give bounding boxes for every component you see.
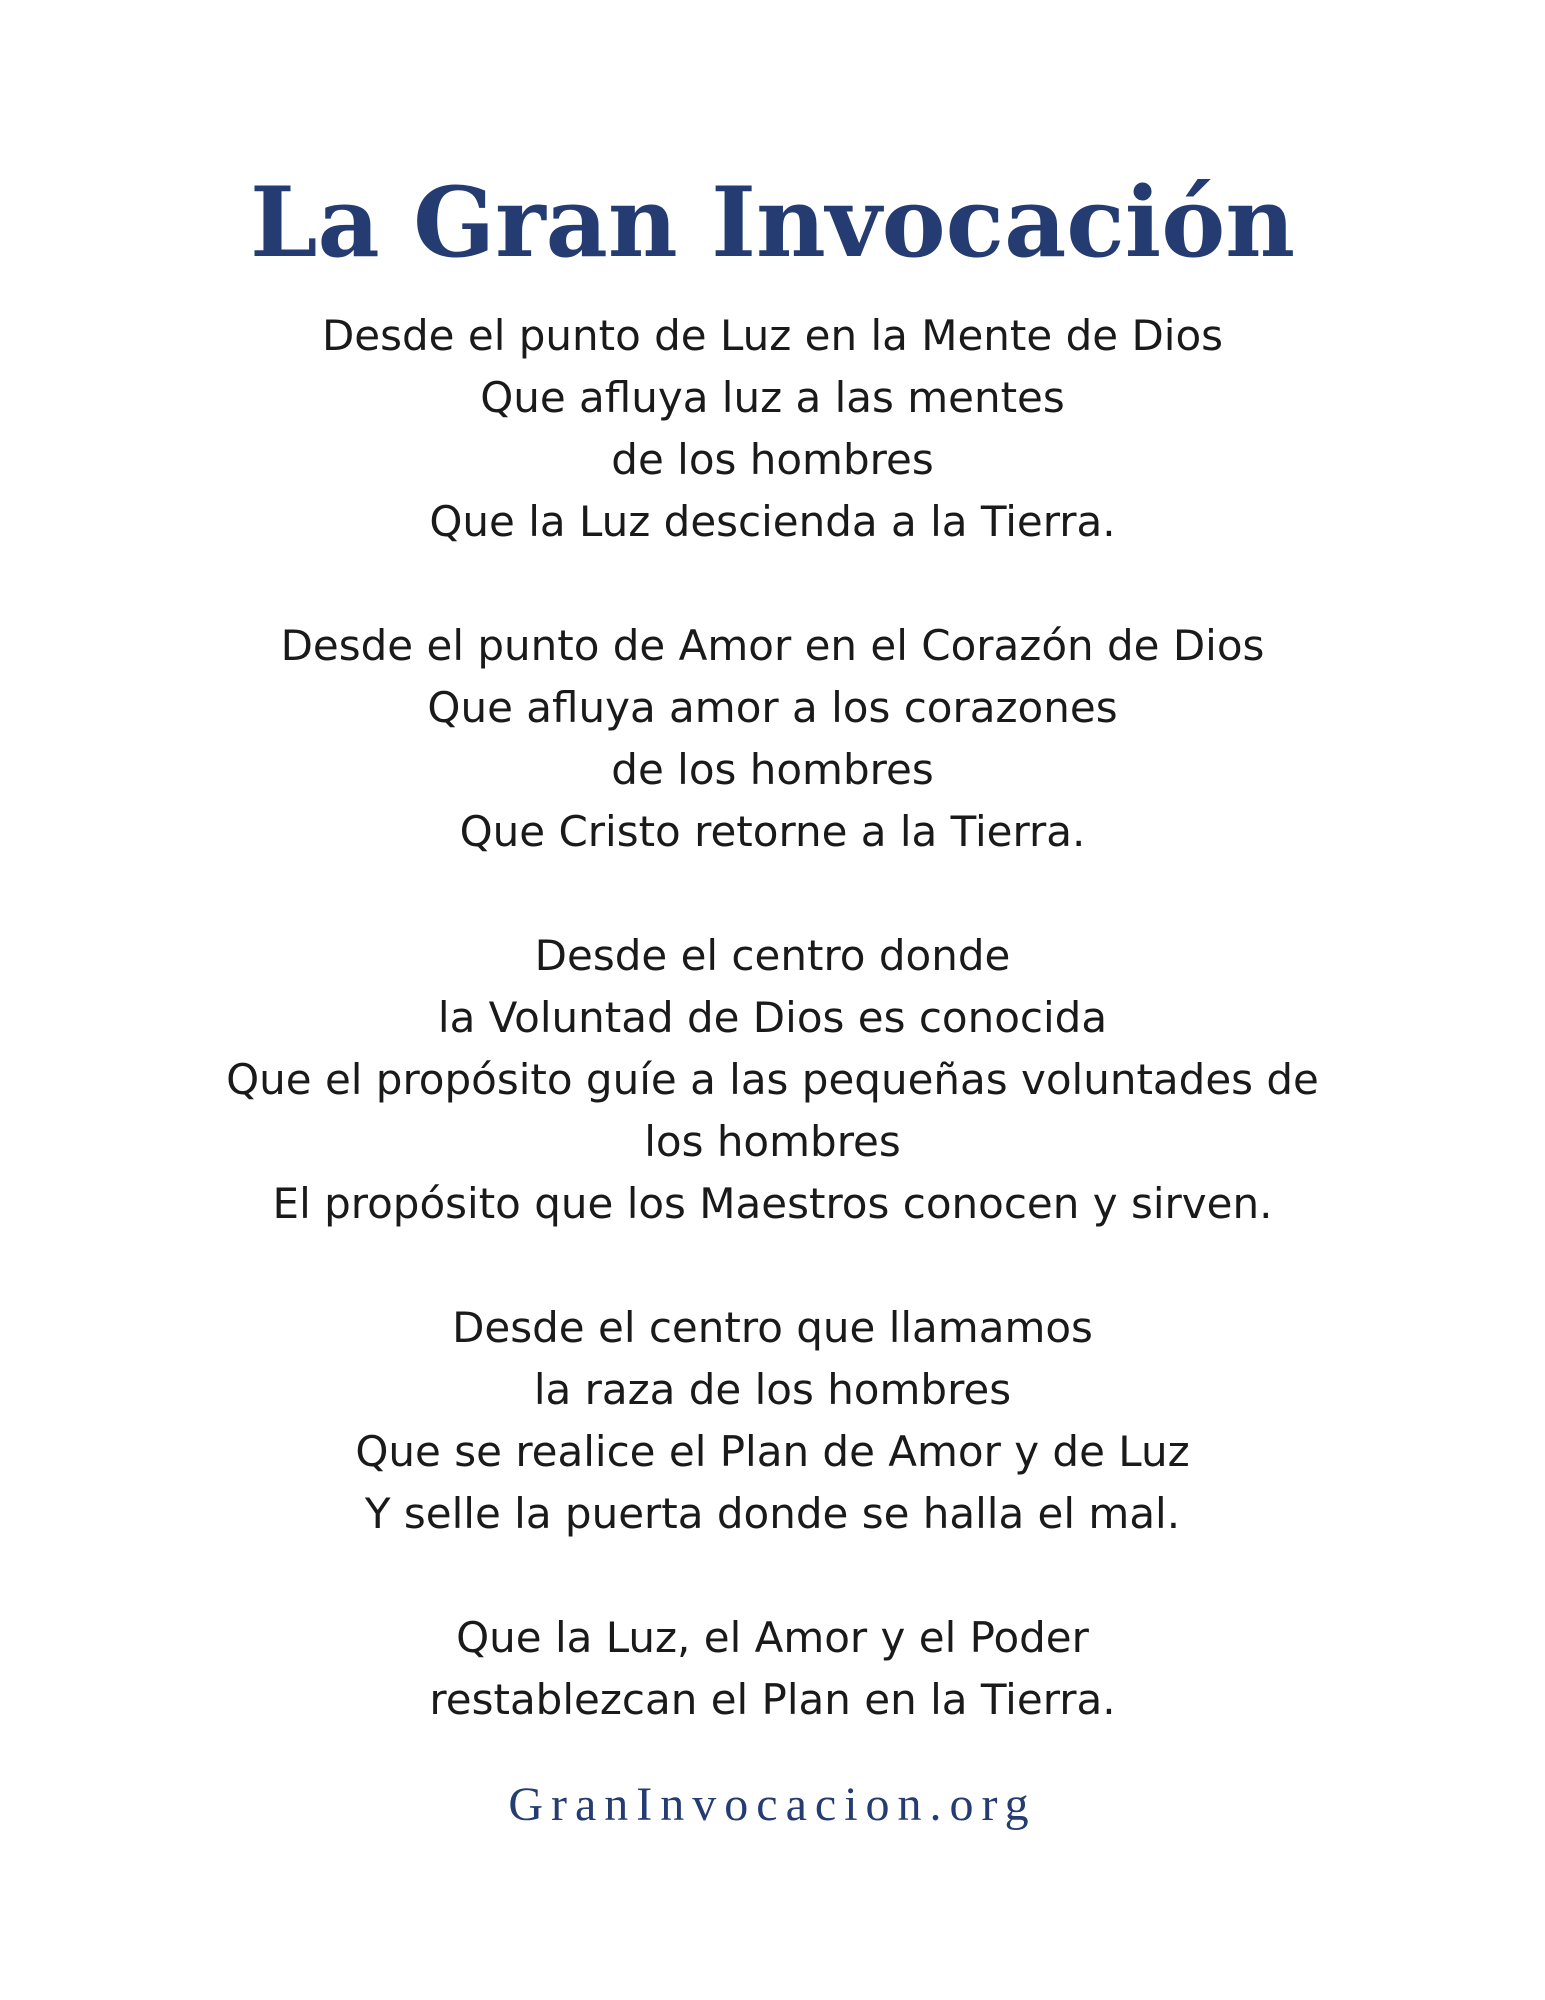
poem-line: de los hombres — [611, 435, 934, 484]
poem-line: de los hombres — [611, 745, 934, 794]
stanza-1 — [0, 305, 1545, 553]
poem-line: Y selle la puerta donde se halla el mal. — [364, 1489, 1181, 1538]
poem-line: Desde el centro donde — [534, 931, 1011, 980]
poem-line: Que afluya amor a los corazones — [427, 683, 1118, 732]
poem-line: la raza de los hombres — [533, 1365, 1012, 1414]
poem-line: Que se realice el Plan de Amor y de Luz — [355, 1427, 1190, 1476]
poem-line: Que la Luz, el Amor y el Poder — [456, 1613, 1089, 1662]
poem-body — [0, 305, 1545, 1731]
poem-line: Desde el centro que llamamos — [452, 1303, 1093, 1352]
poem-line: la Voluntad de Dios es conocida — [437, 993, 1108, 1042]
poem-line: Desde el punto de Luz en la Mente de Dios — [321, 311, 1224, 360]
poem-line: restablezcan el Plan en la Tierra. — [429, 1675, 1116, 1724]
poem-line: Que el propósito guíe a las pequeñas voluntades de — [226, 1055, 1319, 1104]
stanza-4 — [0, 1297, 1545, 1545]
stanza-2 — [0, 615, 1545, 863]
website-url: GranInvocacion.org — [508, 1778, 1037, 1831]
poem-line: los hombres — [644, 1117, 901, 1166]
poem-line: Que Cristo retorne a la Tierra. — [459, 807, 1086, 856]
poem-line: El propósito que los Maestros conocen y sirven. — [272, 1179, 1273, 1228]
poem-line: Desde el punto de Amor en el Corazón de Dios — [280, 621, 1265, 670]
document-title: La Gran Invocación — [249, 166, 1296, 279]
poem-line: Que afluya luz a las mentes — [480, 373, 1065, 422]
poem-line: Que la Luz descienda a la Tierra. — [429, 497, 1116, 546]
stanza-5 — [0, 1607, 1545, 1731]
stanza-3 — [0, 925, 1545, 1235]
